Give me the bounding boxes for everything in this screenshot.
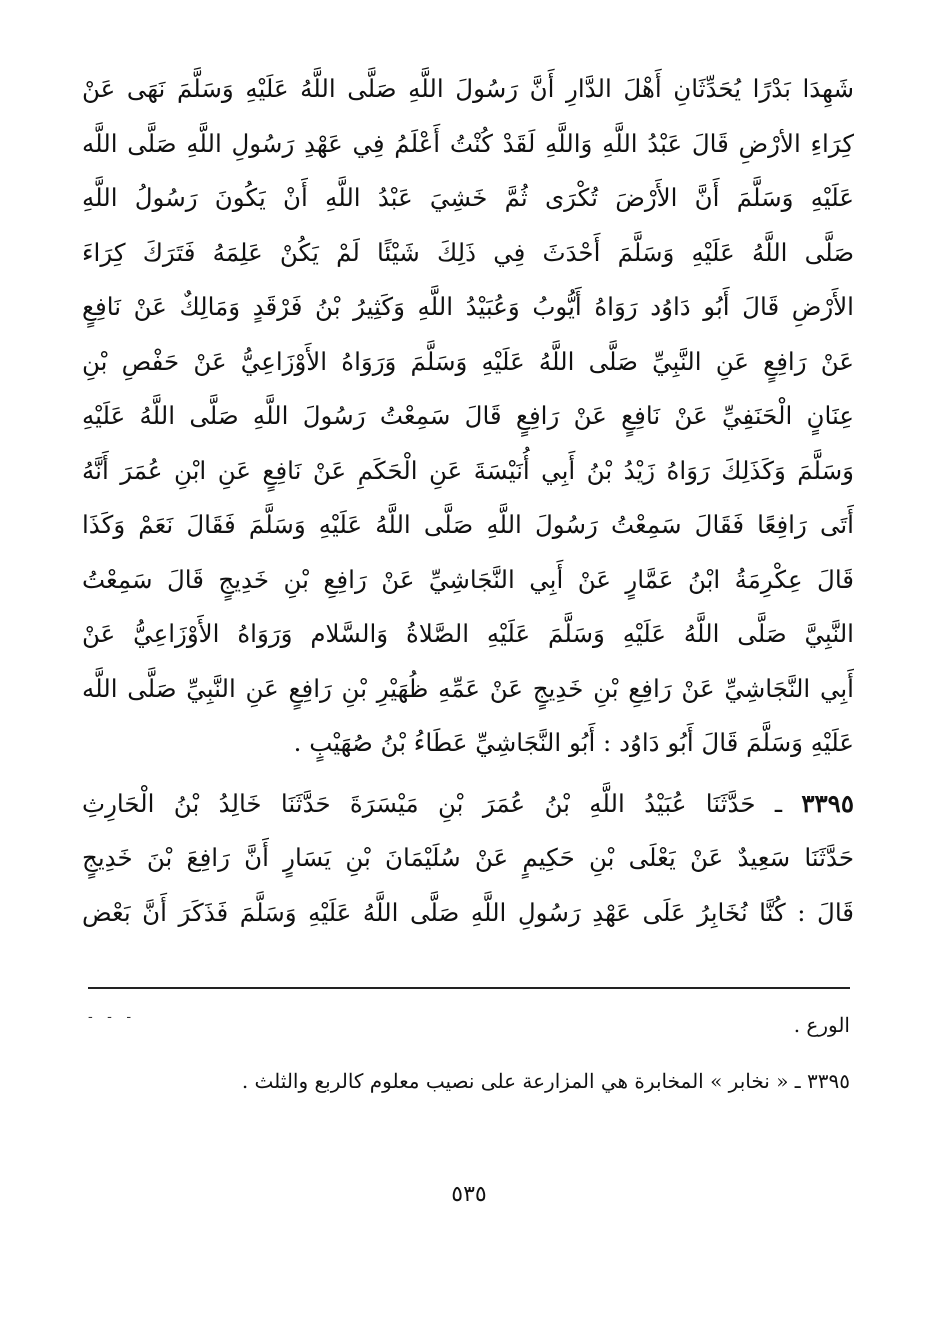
text-line: شَهِدَا بَدْرًا يُحَدِّثَانِ أَهْلَ الدَّارِ أَنَّ رَسُولَ اللَّهِ صَلَّى اللَّهُ عَلَيْهِ وَسَلَّمَ نَهَى عَنْ bbox=[82, 74, 854, 103]
text-line: قَالَ عِكْرِمَةُ ابْنُ عَمَّارٍ عَنْ أَبِي النَّجَاشِيِّ عَنْ رَافِعِ بْنِ خَدِيجٍ قَالَ سَمِعْتُ bbox=[82, 564, 854, 594]
text-line: عَنْ رَافِعٍ عَنِ النَّبِيِّ صَلَّى اللَّهُ عَلَيْهِ وَسَلَّمَ وَرَوَاهُ الأَوْزَاعِيُّ عَنْ حَفْصِ بْنِ bbox=[82, 346, 854, 376]
hadith-number: ٣٣٩٥ bbox=[801, 788, 854, 818]
footnote-3395: ٣٣٩٥ ـ « نخابر » المخابرة هي المزارعة على نصيب معلوم كالربع والثلث . bbox=[241, 1069, 850, 1093]
footnote-separator bbox=[88, 987, 850, 989]
footnotes bbox=[88, 1005, 850, 1101]
hadith-3395-text: ـ حَدَّثَنَا عُبَيْدُ اللَّهِ بْنُ عُمَرَ بْنِ مَيْسَرَةَ حَدَّثَنَا خَالِدُ بْنُ الْحَارِثِ bbox=[82, 788, 802, 818]
hadith-3395-line: قَالَ : كُنَّا نُخَابِرُ عَلَى عَهْدِ رَسُولِ اللَّهِ صَلَّى اللَّهُ عَلَيْهِ وَسَلَّمَ فَذَكَرَ أَنَّ بَعْض bbox=[82, 897, 854, 927]
text-line: أَبِي النَّجَاشِيِّ عَنْ رَافِعِ بْنِ خَدِيجٍ عَنْ عَمِّهِ ظُهَيْرِ بْنِ رَافِعٍ عَنِ النَّبِيِّ صَلَّى اللَّه bbox=[82, 673, 854, 703]
text-line: الأَرْضِ قَالَ أَبُو دَاوُد رَوَاهُ أَيُّوبُ وَعُبَيْدُ اللَّهِ وَكَثِيرُ بْنُ فَرْقَدٍ وَمَالِكٌ عَنْ نَافِعٍ bbox=[82, 292, 854, 321]
text-line: كِرَاءِ الأرْضِ قَالَ عَبْدُ اللَّهِ وَاللَّهِ لَقَدْ كُنْتُ أَعْلَمُ فِي عَهْدِ رَسُولِ اللَّهِ صَلَّى اللَّه bbox=[82, 128, 854, 158]
text-line: عَلَيْهِ وَسَلَّمَ أَنَّ الأَرْضَ تُكْرَى ثُمَّ خَشِيَ عَبْدُ اللَّهِ أَنْ يَكُونَ رَسُولُ اللَّهِ bbox=[82, 183, 854, 212]
text-line: أَتَى رَافِعًا فَقَالَ سَمِعْتُ رَسُولَ اللَّهِ صَلَّى اللَّهُ عَلَيْهِ وَسَلَّمَ فَقَالَ نَعَمْ وَكَذَا bbox=[82, 510, 854, 539]
main-text-body bbox=[82, 62, 854, 940]
hadith-3395-line bbox=[82, 777, 854, 832]
text-line: النَّبِيَّ صَلَّى اللَّهُ عَلَيْهِ وَسَلَّمَ عَلَيْهِ الصَّلاةُ وَالسَّلام وَرَوَاهُ الأَوْزَاعِيُّ عَنْ bbox=[82, 619, 854, 648]
page-number: ٥٣٥ bbox=[451, 1182, 487, 1207]
text-line: صَلَّى اللَّهُ عَلَيْهِ وَسَلَّمَ أَحْدَثَ فِي ذَلِكَ شَيْئًا لَمْ يَكُنْ عَلِمَهُ فَتَرَكَ كِرَاءَ bbox=[82, 237, 854, 267]
text-line: عَلَيْهِ وَسَلَّمَ قَالَ أَبُو دَاوُد : أَبُو النَّجَاشِيِّ عَطَاءُ بْنُ صُهَيْبٍ . bbox=[293, 728, 854, 757]
hadith-3395-line: حَدَّثَنَا سَعِيدٌ عَنْ يَعْلَى بْنِ حَكِيمٍ عَنْ سُلَيْمَانَ بْنِ يَسَارٍ أَنَّ رَافِعَ بْنَ خَدِيجٍ bbox=[82, 843, 854, 872]
footnote-continued: الورع . bbox=[793, 1013, 850, 1037]
footnote-continuation-mark: - - - bbox=[88, 1009, 137, 1025]
text-line: عِنَانٍ الْحَنَفِيِّ عَنْ نَافِعٍ عَنْ رَافِعٍ قَالَ سَمِعْتُ رَسُولَ اللَّهِ صَلَّى اللَّهُ عَلَيْهِ bbox=[82, 401, 854, 430]
text-line: وَسَلَّمَ وَكَذَلِكَ رَوَاهُ زَيْدُ بْنُ أَبِي أُنَيْسَةَ عَنِ الْحَكَمِ عَنْ نَافِعٍ عَنِ ابْنِ عُمَرَ أَنَّهُ bbox=[82, 455, 854, 485]
